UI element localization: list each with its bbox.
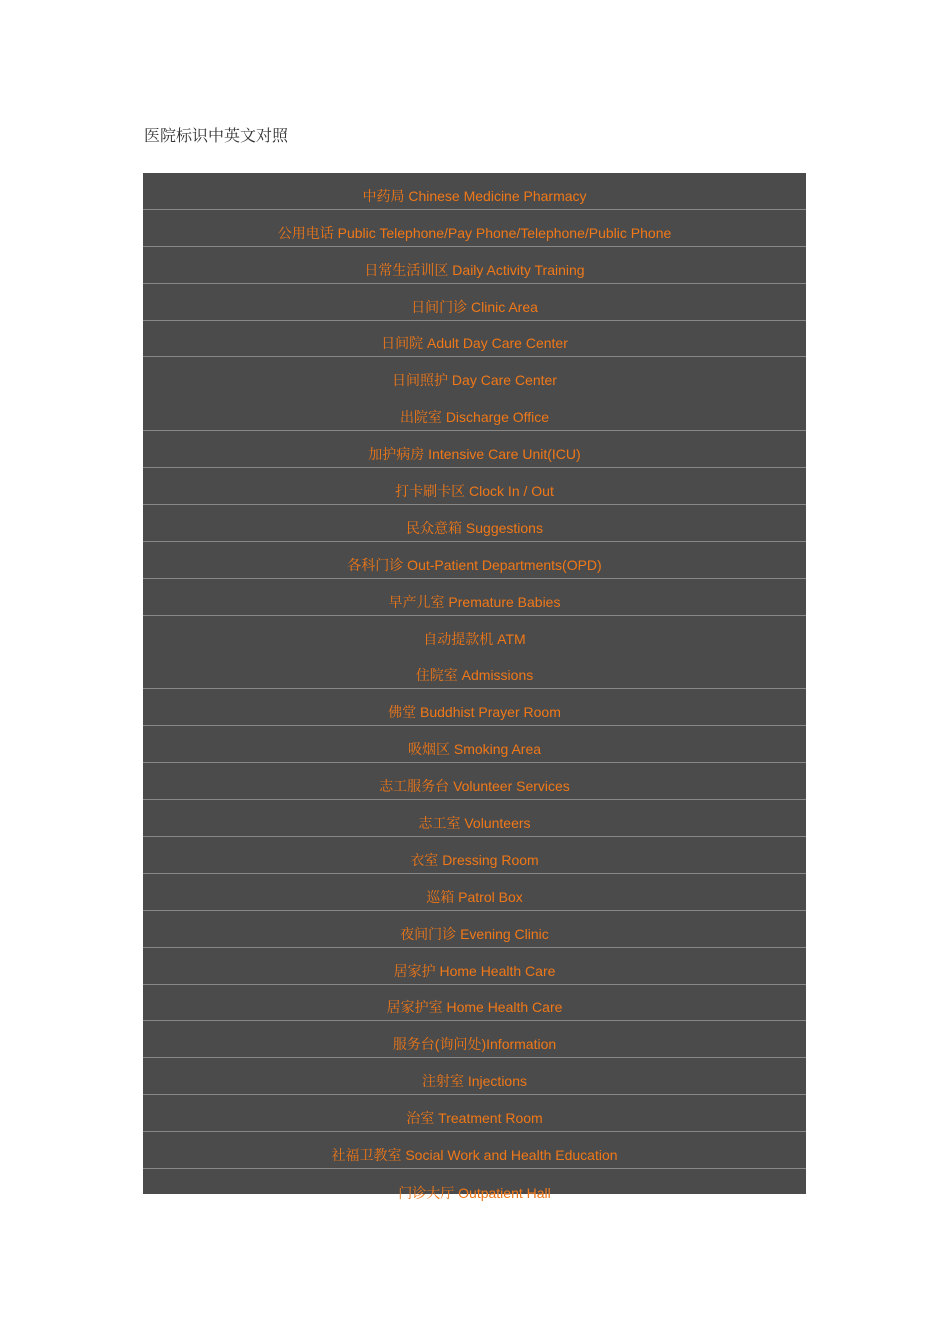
sign-label: 吸烟区 Smoking Area [407, 741, 542, 758]
table-row [143, 616, 806, 653]
sign-label: 住院室 Admissions [415, 667, 534, 684]
sign-label: 居家护 Home Health Care [393, 962, 556, 979]
table-row [143, 321, 806, 358]
table-row [143, 210, 806, 247]
table-row [143, 1021, 806, 1058]
sign-label: 民众意箱 Suggestions [406, 519, 543, 536]
sign-label: 居家护室 Home Health Care [386, 999, 563, 1016]
sign-label: 加护病房 Intensive Care Unit(ICU) [368, 446, 581, 463]
sign-label: 打卡刷卡区 Clock In / Out [395, 483, 554, 500]
table-row [143, 985, 806, 1022]
sign-label: 治室 Treatment Room [406, 1110, 543, 1127]
sign-label: 巡箱 Patrol Box [426, 888, 523, 905]
sign-label: 志工室 Volunteers [418, 815, 531, 832]
table-row [143, 763, 806, 800]
sign-label: 社福卫教室 Social Work and Health Education [331, 1147, 618, 1164]
table-row [143, 394, 806, 431]
table-row [143, 247, 806, 284]
page-title: 医院标识中英文对照 [144, 126, 289, 145]
table-row [143, 874, 806, 911]
table-row [143, 431, 806, 468]
sign-table [143, 173, 806, 1201]
table-row [143, 911, 806, 948]
sign-label: 自动提款机 ATM [423, 630, 526, 647]
table-row [143, 173, 806, 210]
table-row [143, 468, 806, 505]
sign-label: 公用电话 Public Telephone/Pay Phone/Telephone/Public Phone [277, 224, 672, 241]
table-row [143, 542, 806, 579]
table-row [143, 284, 806, 321]
table-row [143, 1169, 806, 1206]
sign-label: 中药局 Chinese Medicine Pharmacy [362, 187, 587, 204]
table-row [143, 357, 806, 394]
table-row [143, 1058, 806, 1095]
table-row [143, 579, 806, 616]
table-row [143, 505, 806, 542]
sign-label: 日间院 Adult Day Care Center [381, 335, 568, 352]
table-row [143, 1132, 806, 1169]
sign-label: 早产儿室 Premature Babies [388, 593, 561, 610]
table-row [143, 800, 806, 837]
sign-label: 志工服务台 Volunteer Services [379, 778, 570, 795]
sign-label: 日间照护 Day Care Center [392, 372, 557, 389]
sign-label: 各科门诊 Out-Patient Departments(OPD) [347, 556, 602, 573]
sign-label: 佛堂 Buddhist Prayer Room [388, 704, 561, 721]
table-row [143, 726, 806, 763]
sign-label: 注射室 Injections [421, 1073, 528, 1090]
table-row [143, 689, 806, 726]
sign-label: 门诊大厅 Outpatient Hall [398, 1184, 551, 1201]
table-row [143, 948, 806, 985]
sign-label: 衣室 Dressing Room [410, 851, 539, 868]
sign-label: 出院室 Discharge Office [399, 409, 550, 426]
sign-label: 服务台(询问处)Information [392, 1036, 557, 1053]
sign-label: 日间门诊 Clinic Area [411, 298, 538, 315]
sign-label: 夜间门诊 Evening Clinic [400, 925, 549, 942]
table-row [143, 653, 806, 690]
table-row [143, 837, 806, 874]
sign-label: 日常生活训区 Daily Activity Training [364, 261, 585, 278]
table-row [143, 1095, 806, 1132]
